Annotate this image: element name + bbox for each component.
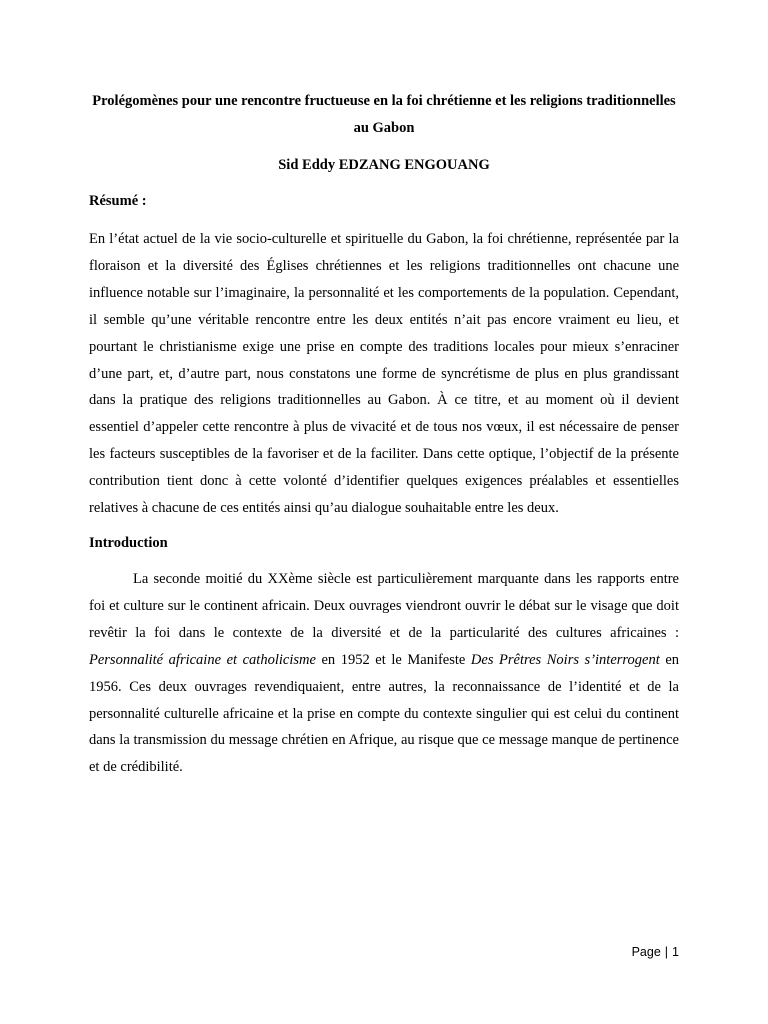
document-page (89, 0, 679, 1024)
page-label: Page (631, 945, 661, 959)
book-title-personnalite-africaine: Personnalité africaine et catholicisme (89, 651, 316, 668)
introduction-paragraph (89, 566, 679, 781)
introduction-heading: Introduction (89, 535, 168, 551)
book-title-pretres-noirs: Des Prêtres Noirs s’interrogent (470, 651, 660, 668)
page-footer (632, 942, 679, 962)
intro-text-part-3: en 1956. Ces deux ouvrages revendiquaient, entre autres, la reconnaissance de l’identité et de la personnalité culturelle africaine et la prise en compte du contexte singulier qui est celui du continent dans la transmission du message chrétien en Afrique, au risque que ce message manque de pertinence et de crédibilité. (89, 651, 680, 776)
document-title: Prolégomènes pour une rencontre fructueuse en la foi chrétienne et les religions traditionnelles au Gabon (92, 93, 676, 136)
document-author: Sid Eddy EDZANG ENGOUANG (278, 157, 490, 173)
abstract-heading: Résumé : (89, 193, 147, 209)
abstract-paragraph: En l’état actuel de la vie socio-culturelle et spirituelle du Gabon, la foi chrétienne, représentée par la floraison et la diversité des Églises chrétiennes et les religions traditionnelles ont chacune une influence notable sur l’imaginaire, la personnalité et les comportements de la population. Cependant, il semble qu’une véritable rencontre entre les deux entités n’ait pas encore vraiment eu lieu, et pourtant le christianisme exige une prise en compte des traditions locales pour mieux s’enraciner d’une part, et, d’autre part, nous constatons une forme de syncrétisme de plus en plus grandissant dans la pratique des religions traditionnelles au Gabon. À ce titre, et au moment où il devient essentiel d’appeler cette rencontre à plus de vivacité et de tous nos vœux, il est nécessaire de penser les facteurs susceptibles de la favoriser et de la faciliter. Dans cette optique, l’objectif de la présente contribution tient donc à cette volonté d’identifier quelques exigences préalables et essentielles relatives à chacune de ces entités ainsi qu’au dialogue souhaitable entre les deux. (89, 231, 679, 517)
page-number: 1 (672, 945, 679, 959)
intro-text-part-1: La seconde moitié du XXème siècle est particulièrement marquante dans les rapports entre foi et culture sur le continent africain. Deux ouvrages viendront ouvrir le débat sur le visage que doit revêtir la foi dans le contexte de la diversité et de la particularité des cultures africaines : (89, 571, 679, 641)
page-separator: | (664, 945, 669, 959)
intro-text-part-2: en 1952 et le Manifeste (315, 651, 471, 668)
